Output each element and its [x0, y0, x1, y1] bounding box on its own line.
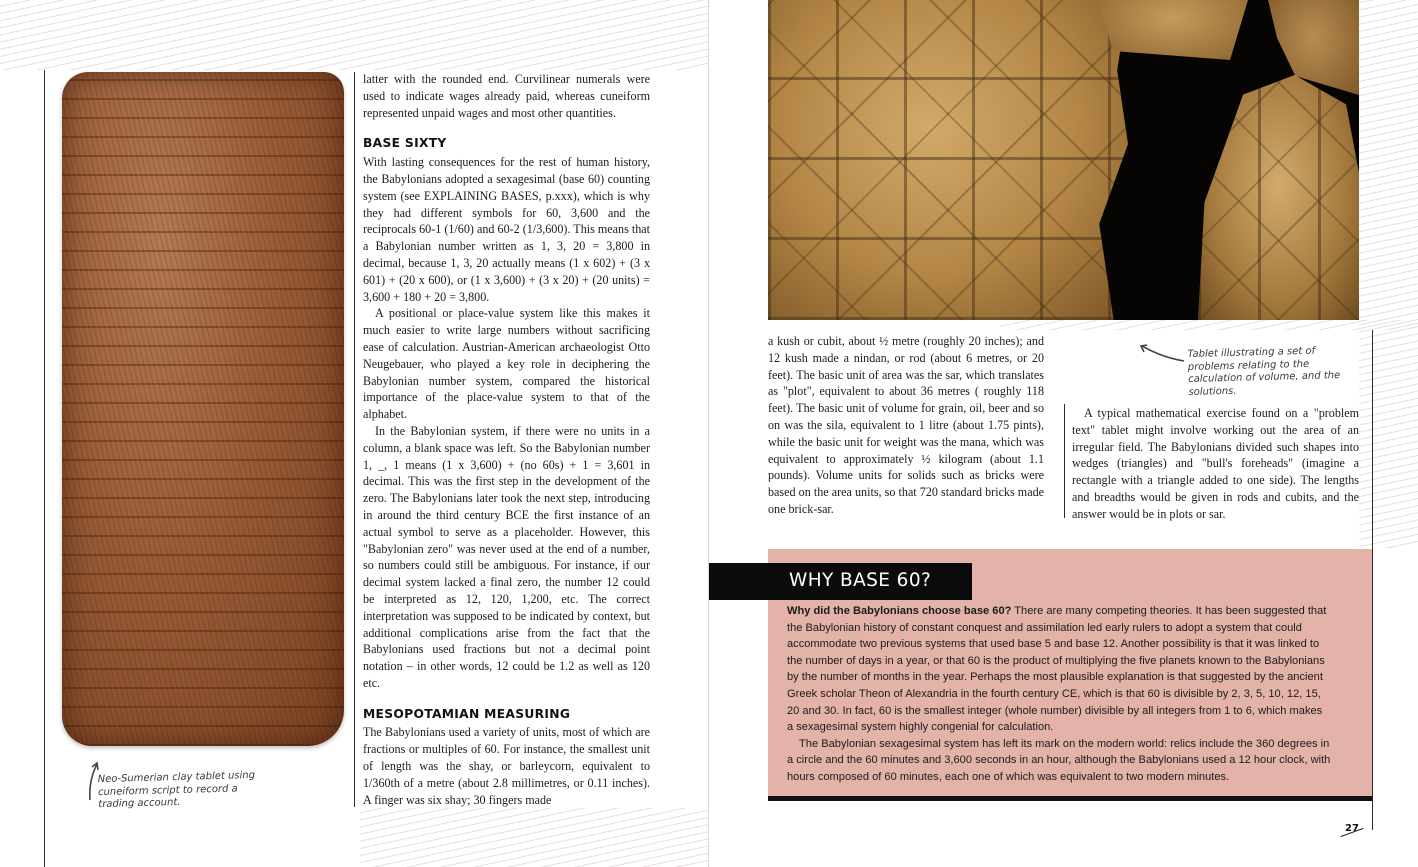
sidebar-paragraph-2: The Babylonian sexagesimal system has left its mark on the modern world: relics include the 360 degrees in a circle and the 60 minutes and 3,600 seconds in an hour, although the Babylonians used a 12 hour clock, with hours composed of 60 minutes, each one of which was equivalent to two modern minutes.: [787, 737, 1331, 783]
intro-paragraph: latter with the rounded end. Curvilinear numerals were used to indicate wages already paid, whereas cuneiform represented unpaid wages and most other quantities.: [363, 72, 650, 120]
background-stripes-left: [0, 0, 708, 70]
measuring-paragraph: The Babylonians used a variety of units, most of which are fractions or multiples of 60. For instance, the smallest unit of length was the shay, or barleycorn, equivalent to 1/360th of a metre (about 2.8 millimetres, or 0.11 inches). A finger was six shay; 30 fingers made: [363, 725, 650, 807]
column-rule: [354, 72, 355, 807]
spread-gutter: [708, 0, 709, 867]
problem-text-paragraph: A typical mathematical exercise found on a "problem text" tablet might involve working out the area of an irregular field. The Babylonians divided such shapes into wedges (triangles) and "bull's foreheads" (imagine a rectangle with a triangle added to one side). The lengths and breadths would be given in rods and cubits, and the answer would be in plots or sar.: [1072, 406, 1359, 521]
measuring-heading: MESOPOTAMIAN MEASURING: [363, 706, 571, 721]
sidebar-paragraph-1-text: There are many competing theories. It has been suggested that the Babylonian history of constant conquest and assimilation led early rulers to adopt a system that could accommodate two previous systems that used base 5 and base 12. Another possibility is that it was linked to the number of days in a year, or that 60 is the product of multiplying the five planets known to the Babylonians by the number of months in the year. Perhaps the most plausible explanation is that suggested by the ancient Greek scholar Theon of Alexandria in the fourth century CE, which is that 60 is divisible by 2, 3, 5, 10, 12, 15, 20 and 30. In fact, 60 is the smallest integer (whole number) divisible by all integers from 1 to 6, which makes a sexagesimal system highly congenial for calculation.: [787, 605, 1327, 734]
volume-problems-tablet-photo: [768, 0, 1359, 320]
background-stripes-right: [1359, 0, 1418, 548]
right-text-column-1: [768, 333, 1044, 518]
photo-caption: Tablet illustrating a set of problems relating to the calculation of volume, and the solutions.: [1187, 345, 1341, 398]
left-text-column: [363, 71, 650, 808]
units-paragraph: a kush or cubit, about ½ metre (roughly 20 inches); and 12 kush made a nindan, or rod (about 6 metres, or 20 feet). The basic unit of area was the sar, which translates as "plot", equivalent to about 36 metres ( roughly 118 feet). The basic unit of volume for grain, oil, beer and so on was the sila, equivalent to 1 litre (about 1.75 pints), while the basic unit for weight was the mana, which was equivalent to approximately ½ kilogram (about 1.1 pounds). Volume units for solids such as bricks were based on the area units, so that 720 standard bricks made one brick-sar.: [768, 334, 1044, 516]
base-sixty-paragraph-3: In the Babylonian system, if there were no units in a column, a blank space was left. So the Babylonian number 1, _, 1 means (1 x 3,600) + (no 60s) + 1 = 3,601 in decimal. This was the first step in the development of the zero. The Babylonians later took the next step, introducing in around the third century BCE the first instance of an actual symbol to serve as a placeholder. However, this "Babylonian zero" was never used at the end of a number, so numbers could still be ambiguous. For instance, if our decimal system lacked a final zero, the number 12 could be interpreted as 12, 120, 1,200, etc. The correct interpretation was supposed to be indicated by context, but additional complications arise from the fact that the Babylonians used fractions but not a decimal point notation – in other words, 12 could be 1.2 as well as 120 etc.: [363, 423, 650, 690]
right-margin-rule: [1372, 330, 1373, 830]
right-text-column-2: [1072, 405, 1359, 523]
background-stripes-left-bottom: [360, 808, 708, 867]
photo-caption-arrow-icon: [1138, 343, 1186, 365]
sidebar-lead: Why did the Babylonians choose base 60?: [787, 605, 1012, 617]
right-column-rule: [1064, 404, 1065, 518]
sidebar-body: [787, 603, 1331, 786]
sidebar-paragraph-1: [787, 603, 1331, 736]
page-number: 27: [1345, 823, 1359, 834]
sidebar-title: WHY BASE 60?: [709, 563, 972, 600]
tablet-fragment-large: [768, 0, 1128, 320]
base-sixty-paragraph-2: A positional or place-value system like this makes it much easier to write large numbers without sacrificing ease of calculation. Austrian-American archaeologist Otto Neugebauer, who played a key role in deciphering the Babylonian number system, compared the historical importance of the place-value system to that of the alphabet.: [363, 306, 650, 422]
base-sixty-heading: BASE SIXTY: [363, 136, 447, 151]
left-margin-rule: [44, 70, 45, 867]
tablet-fragment-top: [1098, 0, 1248, 60]
tablet-fragment-right: [1198, 75, 1359, 320]
base-sixty-paragraph-1: With lasting consequences for the rest of human history, the Babylonians adopted a sexagesimal (base 60) counting system (see EXPLAINING BASES, p.xxx), which is why they had different symbols for 60, 3,600 and the reciprocals 60-1 (1/60) and 60-2 (1/3,600). This means that a Babylonian number written as 1, 3, 20 = 3,800 in decimal, because 1, 3, 20 actually means (1 x 602) + (3 x 601) + (20 x 600), or (1 x 3,600) + (3 x 20) + (20 units) = 3,600 + 180 + 20 = 3,800.: [363, 155, 650, 304]
tablet-caption: Neo-Sumerian clay tablet using cuneiform script to record a trading account.: [97, 769, 256, 811]
background-stripes-top-right: [1000, 320, 1418, 330]
neo-sumerian-clay-tablet-image: [62, 72, 344, 746]
